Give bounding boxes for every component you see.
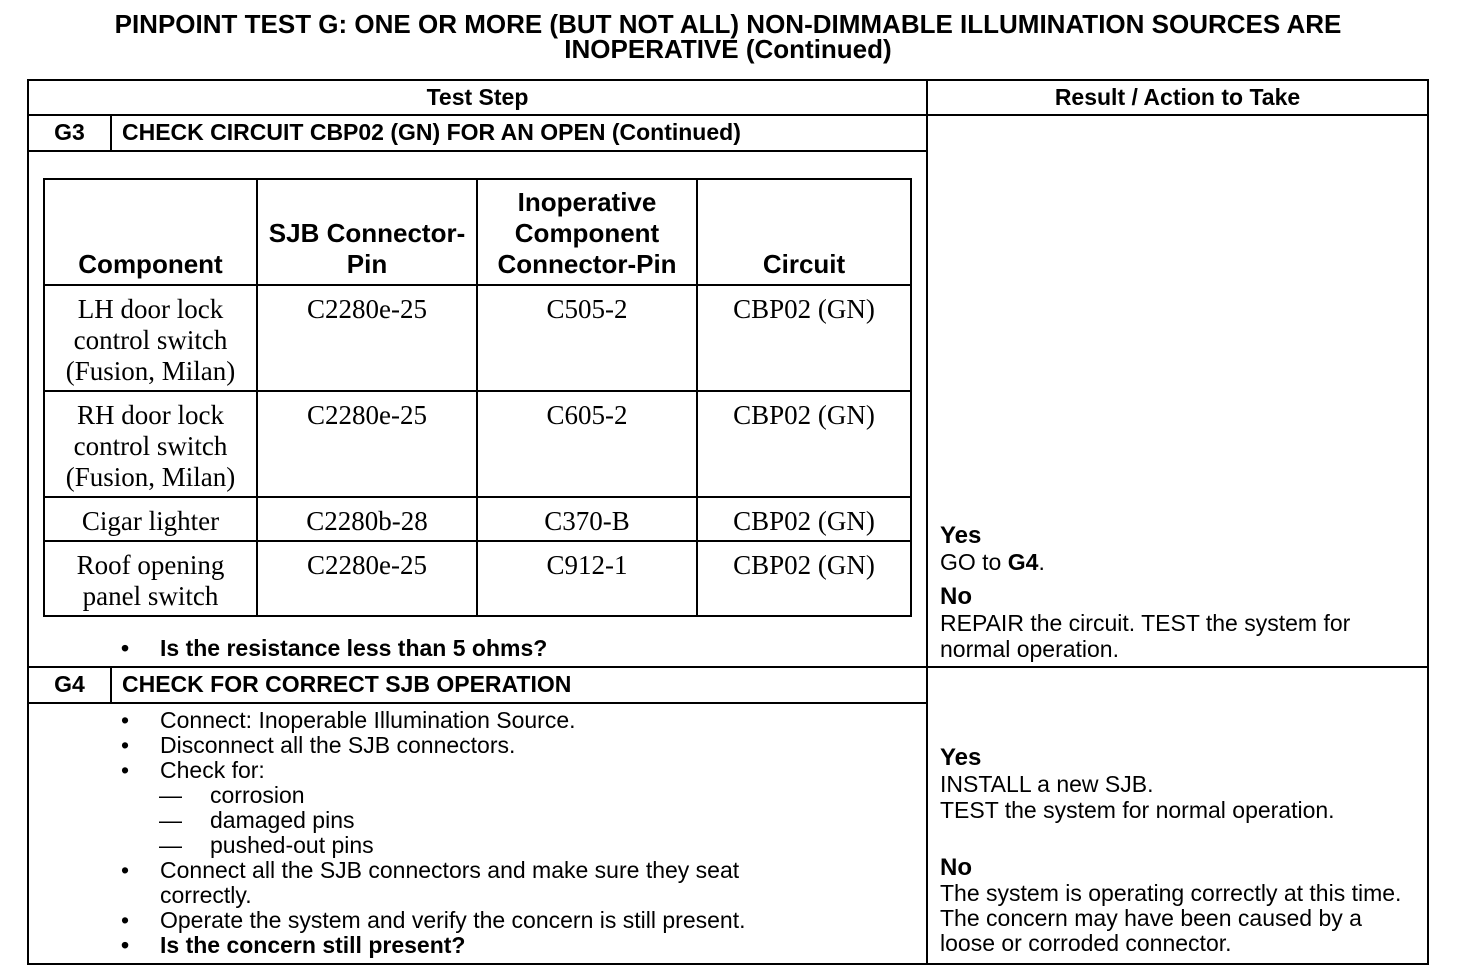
- list-item: • Is the concern still present?: [120, 932, 466, 958]
- step-title-g4: CHECK FOR CORRECT SJB OPERATION: [122, 671, 572, 697]
- cell-component: LH door lock control switch (Fusion, Milan): [44, 285, 257, 391]
- col-header-circuit: Circuit: [697, 179, 911, 285]
- g3-header-bottom: [27, 150, 928, 152]
- g4-header-bottom: [27, 702, 928, 704]
- cell-sjb-pin: C2280e-25: [257, 391, 477, 497]
- header-test-step: Test Step: [426, 84, 529, 110]
- col-header-sjb-pin: SJB Connector-Pin: [257, 179, 477, 285]
- g4-step-list: [120, 708, 820, 958]
- g3-no-action: REPAIR the circuit. TEST the system for normal operation.: [940, 610, 1351, 662]
- g4-yes-action-2: TEST the system for normal operation.: [940, 797, 1335, 823]
- g3-yes-label: Yes: [940, 522, 982, 549]
- step-id-g4: G4: [54, 671, 85, 697]
- table-row: [44, 391, 911, 497]
- list-item: • Disconnect all the SJB connectors.: [120, 732, 516, 758]
- cell-circuit: CBP02 (GN): [697, 497, 911, 541]
- col-header-component: Component: [44, 179, 257, 285]
- g4-question: Is the concern still present?: [160, 932, 466, 958]
- frame-left: [27, 79, 29, 965]
- g4-top: [27, 666, 1429, 668]
- g3-yes-target: G4: [1007, 549, 1039, 575]
- cell-component-pin: C370-B: [477, 497, 697, 541]
- list-item: • Connect: Inoperable Illumination Source.: [120, 707, 576, 733]
- cell-circuit: CBP02 (GN): [697, 391, 911, 497]
- list-item: • Connect all the SJB connectors and make sure they seat correctly.: [120, 857, 740, 908]
- table-row: [44, 497, 911, 541]
- cell-sjb-pin: C2280e-25: [257, 285, 477, 391]
- list-item: • Check for:: [120, 757, 265, 783]
- list-item: — damaged pins: [159, 807, 355, 833]
- g3-yes-action: GO to G4.: [940, 549, 1045, 575]
- g4-no-action: The system is operating correctly at this time. The concern may have been caused by a loose or corroded connector.: [940, 880, 1402, 956]
- step-title-g3: CHECK CIRCUIT CBP02 (GN) FOR AN OPEN (Continued): [122, 119, 741, 145]
- g4-no-label: No: [940, 854, 972, 881]
- step-id-g3: G3: [54, 119, 85, 145]
- frame-right: [1427, 79, 1429, 965]
- table-row: [44, 285, 911, 391]
- g3-id-divider: [110, 114, 112, 152]
- list-item: • Is the resistance less than 5 ohms?: [120, 635, 548, 661]
- cell-sjb-pin: C2280e-25: [257, 541, 477, 616]
- list-item: — corrosion: [159, 782, 305, 808]
- g3-no-label: No: [940, 583, 972, 610]
- cell-sjb-pin: C2280b-28: [257, 497, 477, 541]
- g4-id-divider: [110, 666, 112, 704]
- list-item: • Operate the system and verify the concern is still present.: [120, 907, 746, 933]
- header-bottom: [27, 114, 1429, 116]
- frame-bottom: [27, 963, 1429, 965]
- table-row: [44, 541, 911, 616]
- list-item: — pushed-out pins: [159, 832, 374, 858]
- g3-question-list: [120, 636, 910, 661]
- frame-top: [27, 79, 1429, 81]
- col-header-component-pin: Inoperative Component Connector-Pin: [477, 179, 697, 285]
- header-result-action: Result / Action to Take: [1054, 84, 1301, 110]
- column-divider: [926, 79, 928, 965]
- g4-yes-action-1: INSTALL a new SJB.: [940, 771, 1154, 797]
- connector-table: [43, 178, 912, 617]
- page-title: PINPOINT TEST G: ONE OR MORE (BUT NOT ALL) NON-DIMMABLE ILLUMINATION SOURCES ARE INOPERATIVE (Continued): [114, 9, 1342, 64]
- cell-component-pin: C912-1: [477, 541, 697, 616]
- cell-circuit: CBP02 (GN): [697, 541, 911, 616]
- cell-component-pin: C605-2: [477, 391, 697, 497]
- cell-component: Cigar lighter: [44, 497, 257, 541]
- g4-yes-label: Yes: [940, 744, 982, 771]
- cell-component: RH door lock control switch (Fusion, Milan): [44, 391, 257, 497]
- connector-table-header: [44, 179, 911, 285]
- g3-result: [940, 523, 1420, 662]
- g4-result: [940, 745, 1422, 956]
- cell-component-pin: C505-2: [477, 285, 697, 391]
- cell-component: Roof opening panel switch: [44, 541, 257, 616]
- g3-question: Is the resistance less than 5 ohms?: [160, 635, 548, 661]
- cell-circuit: CBP02 (GN): [697, 285, 911, 391]
